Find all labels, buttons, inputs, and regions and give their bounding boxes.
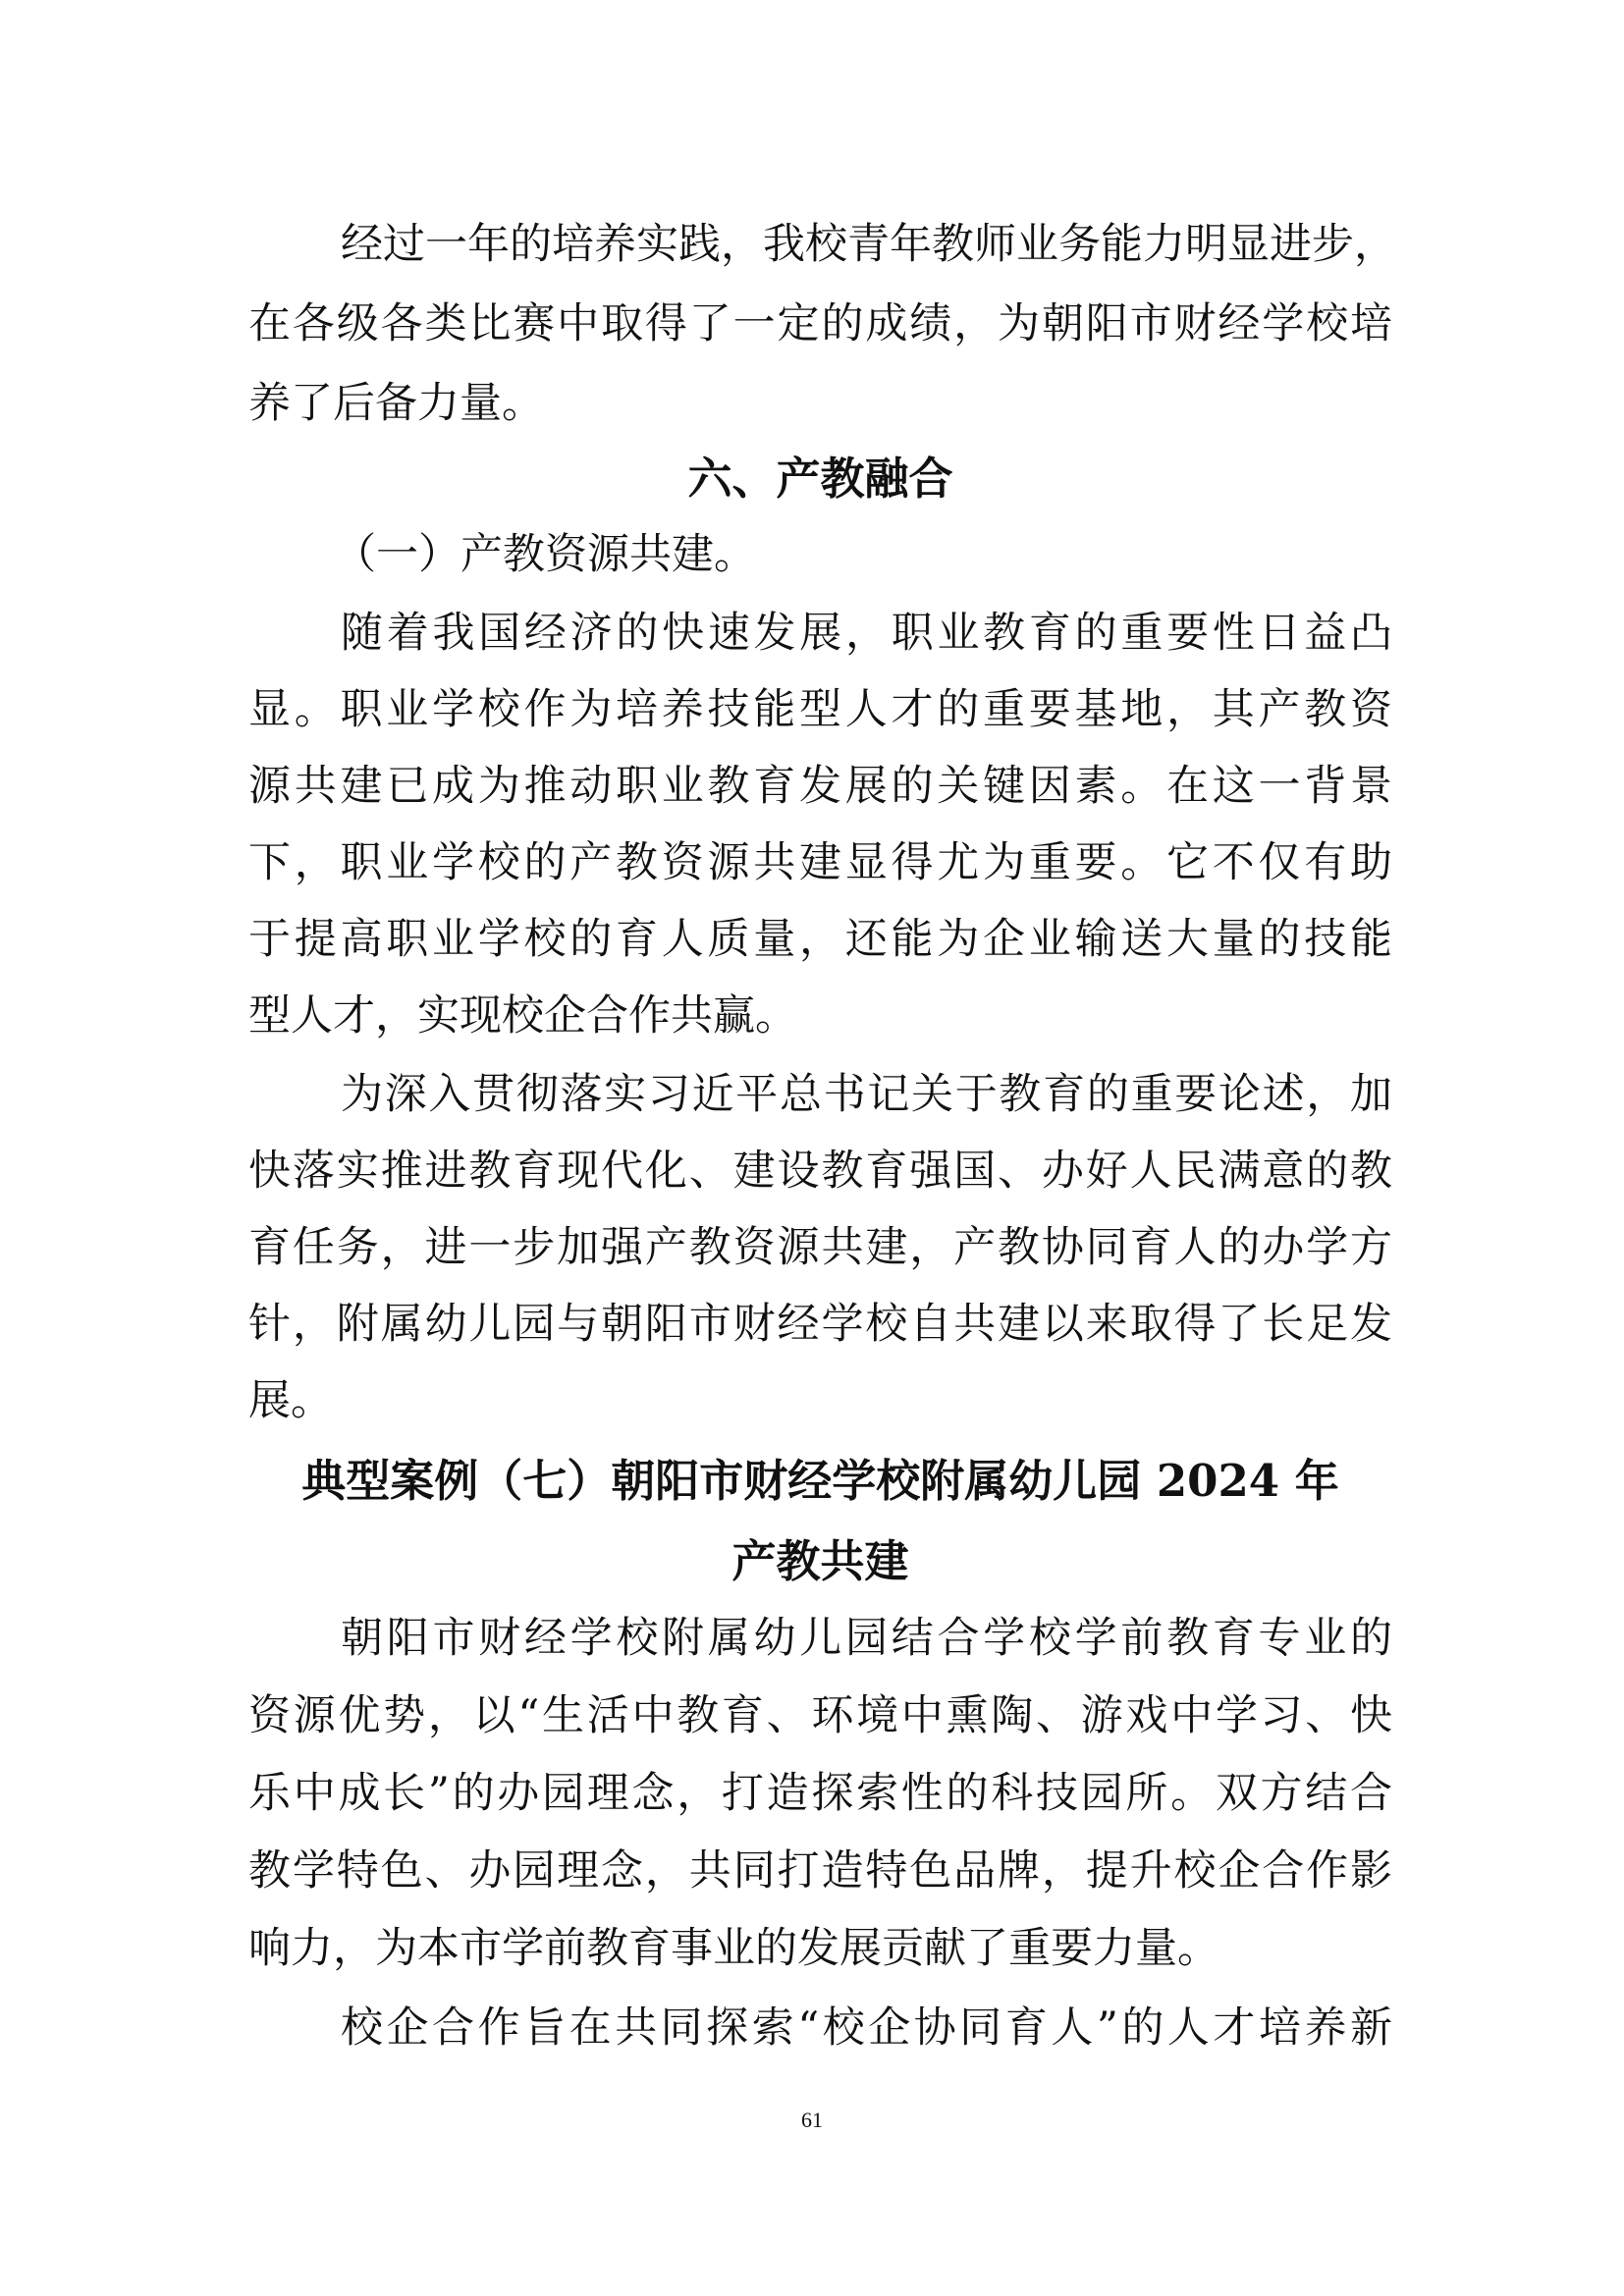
paragraph-2-line-6: 型人才，实现校企合作共赢。 [248, 991, 797, 1041]
paragraph-2-line-2: 显。职业学校作为培养技能型人才的重要基地，其产教资 [248, 685, 1392, 734]
case-title-line-1: 典型案例（七）朝阳市财经学校附属幼儿园 2024 年 [301, 1455, 1339, 1507]
subsection-heading: （一）产教资源共建。 [334, 530, 756, 579]
paragraph-3-line-4: 针，附属幼儿园与朝阳市财经学校自共建以来取得了长足发 [248, 1300, 1392, 1349]
paragraph-4-line-1: 朝阳市财经学校附属幼儿园结合学校学前教育专业的 [341, 1614, 1392, 1663]
section-heading: 六、产教融合 [687, 453, 953, 505]
case-title-line-2: 产教共建 [731, 1535, 909, 1587]
paragraph-4-line-2: 资源优势，以“生活中教育、环境中熏陶、游戏中学习、快 [248, 1691, 1392, 1740]
paragraph-1-line-3: 养了后备力量。 [248, 379, 544, 428]
paragraph-2-line-3: 源共建已成为推动职业教育发展的关键因素。在这一背景 [248, 762, 1392, 811]
paragraph-2-line-4: 下，职业学校的产教资源共建显得尤为重要。它不仅有助 [248, 838, 1392, 887]
paragraph-3-line-1: 为深入贯彻落实习近平总书记关于教育的重要论述，加 [341, 1070, 1392, 1119]
paragraph-3-line-5: 展。 [248, 1376, 333, 1425]
paragraph-3-line-3: 育任务，进一步加强产教资源共建，产教协同育人的办学方 [248, 1223, 1392, 1272]
paragraph-4-line-4: 教学特色、办园理念，共同打造特色品牌，提升校企合作影 [248, 1846, 1392, 1896]
paragraph-1-line-2: 在各级各类比赛中取得了一定的成绩，为朝阳市财经学校培 [248, 299, 1392, 348]
paragraph-4-line-3: 乐中成长”的办园理念，打造探索性的科技园所。双方结合 [248, 1769, 1392, 1818]
paragraph-3-line-2: 快落实推进教育现代化、建设教育强国、办好人民满意的教 [248, 1147, 1392, 1196]
paragraph-2-line-1: 随着我国经济的快速发展，职业教育的重要性日益凸 [341, 609, 1392, 658]
paragraph-2-line-5: 于提高职业学校的育人质量，还能为企业输送大量的技能 [248, 915, 1392, 964]
paragraph-4-line-5: 响力，为本市学前教育事业的发展贡献了重要力量。 [248, 1924, 1219, 1973]
page-number: 61 [801, 2108, 823, 2132]
paragraph-5-line-1: 校企合作旨在共同探索“校企协同育人”的人才培养新 [341, 2003, 1392, 2053]
paragraph-1-line-1: 经过一年的培养实践，我校青年教师业务能力明显进步， [341, 220, 1396, 269]
